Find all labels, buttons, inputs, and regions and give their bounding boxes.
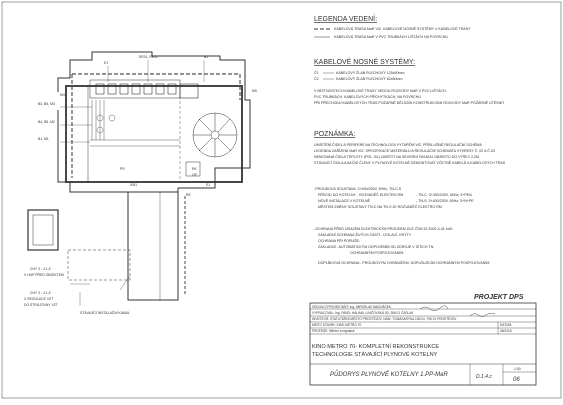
- title-row: MÍSTO STAVBY: KINO METRO 70: [312, 323, 362, 327]
- sheet-border: [2, 2, 561, 398]
- project-heading: PROJEKT DPS: [474, 294, 524, 301]
- plan-label: RE: [186, 193, 191, 197]
- cable-systems-section: [314, 57, 505, 105]
- legend-title: LEGENDA VEDENÍ:: [314, 16, 378, 23]
- power-right-line: - TN-S: 3+400/230V, 50Hz; 3+N+PE: [416, 199, 474, 203]
- plan-label: STÁVAJÍCÍ INSTALAČNÍ KANÁL: [80, 311, 130, 315]
- title-row: INVESTOR: STATUTÁRNÍ MĚSTO PROSTĚJOV, NÁM. TGMASARYKA 130/14, 796 01 PROSTĚJOV: [312, 317, 457, 321]
- title-block: [310, 294, 536, 385]
- plan-label: E1: [206, 183, 211, 187]
- plan-spiral-stair: [193, 113, 237, 157]
- legend-section: [314, 14, 471, 39]
- power-line: -PROUDOVÁ SOUSTAVA: 3+400/230V, 50Hz, TN-C-S: [314, 187, 402, 191]
- note-line: UMÍSTĚNÍ ČIDEL A PERIFERIÍ NA TECHNOLOGII VYTÁPĚNÍ VIZ. PŘÍSLUŠNÉ REGULAČNÍ SCHÉMA: [314, 143, 482, 147]
- cable-system-code: Č1: [314, 71, 319, 75]
- protection-line: OCHRANA PŘI PORUŠE:: [318, 239, 360, 243]
- plan-label: VM1: [130, 183, 137, 187]
- project-line: TECHNOLOGIE STÁVAJÍCÍ PLYNOVÉ KOTELNY: [312, 352, 438, 358]
- plan-lower-room: [128, 192, 178, 300]
- sheet-number: 06: [513, 377, 520, 383]
- floor-plan: [28, 52, 250, 306]
- plan-label: M5: [252, 89, 257, 93]
- plan-hup-box: [28, 210, 58, 250]
- note-line: STÁVAJÍCÍ ČIDLA A AKČNÍ ČLENY V PLYNOVÉ KOTELNĚ DEMONTOVAT VČETNĚ KABELŮ A KABELOVÝCH TRAS: [314, 161, 506, 165]
- plan-label: B4, B5, M2: [38, 120, 55, 124]
- plan-label: E1: [104, 61, 109, 65]
- plan-label: B1, M1: [38, 137, 49, 141]
- plan-label: DO STRUJOVNY VZT: [24, 303, 58, 307]
- cable-systems-title: KABELOVÉ NOSNÉ SYSTÉMY:: [314, 59, 416, 66]
- protection-line: OCHRANNÝM POSPOJOVÁNÍM: [350, 251, 404, 255]
- plan-pipes: [90, 100, 180, 146]
- title-row: VYPRACOVAL: Ing. PAVEL HALIMA, LIMČOVSKÁ 83, 286 01 ČÁSLAV: [312, 311, 414, 315]
- plan-labels: [24, 55, 257, 315]
- project-line: KINO METRO 70- KOMPLETNÍ REKONSTRUKCE: [312, 344, 440, 350]
- drawing-scale: 1:50: [514, 367, 521, 371]
- power-line: PŘÍVOD DO KOTELNY - ROZVADĚČ ELEKTRO RM: [318, 193, 404, 197]
- power-line: MĚSTEM ZMĚNY SOUSTAVY TN-C NA TN-S JE ROZVADĚČ ELEKTRO RM: [318, 205, 442, 209]
- plan-equipment-row: [90, 80, 198, 98]
- protection-line: ZÁKLADNÍ - AUTOMATICKÝM ODPOJENÍM OD ZDROJE V SÍTICH TN,: [318, 245, 435, 249]
- cable-system-code: Č2: [314, 77, 319, 81]
- cable-system-note: PVC TRUBKÁCH, KABELOVÝCH PŘÍCHYTKÁCH, NA POVRCHU: [314, 95, 421, 99]
- plan-installation-channel: [68, 250, 130, 280]
- plan-label: X REGULACE VZT: [24, 297, 54, 301]
- plan-outer-wall: [58, 52, 250, 300]
- protection-line: ZÁKLADNÍ OCHRANA ŽIVÝCH ČÁSTÍ - IZOLACÍ, KRYTY: [318, 233, 412, 237]
- plan-label: B1: [204, 55, 209, 59]
- plan-label: CHY 3 - 4.1.5: [30, 291, 51, 295]
- plan-label: CHY 3 - 4.1.5: [30, 267, 51, 271]
- cable-system-note: V MÍSTNOSTECH KABELOVÉ TRASY VEDOU ROZVODY MaR V PVC LIŠTÁCH,: [314, 89, 447, 93]
- plan-label: RE01, RE02: [139, 55, 158, 59]
- date-label: DATUM:: [500, 323, 512, 327]
- plan-label: B3, B5, M3: [38, 102, 55, 106]
- drawing-number: D.1.4.c: [476, 374, 492, 380]
- notes-title: POZNÁMKA:: [314, 131, 356, 138]
- plan-label: PR: [120, 167, 125, 171]
- title-row: VEDOUCÍ PROJEKTANT: Ing. MIROSLAV MACHÁČEK: [312, 305, 392, 309]
- legend-item: KABELOVÁ TRASA MaR VIZ. KABELOVÉ NOSNÉ SYSTÉMY X KABELOVÉ TRASY: [334, 27, 471, 31]
- notes-section: [314, 129, 506, 265]
- plan-label: M4: [60, 93, 65, 97]
- note-line: LEGENDA ZAŘÍZENÍ MaR VIZ. SPECIFIKACE MATERIÁLU A REGULAČNÍ SCHEMATA VÝKRESY Č. 02 A Č.03: [314, 149, 495, 153]
- plan-label: RK: [192, 167, 197, 171]
- plan-label: OP: [192, 173, 197, 177]
- date-value: 08/2018: [500, 329, 512, 333]
- protection-line: DOPLŇKOVÁ OCHRANA - PROUDOVÝM CHRÁNIČEM, DOPLŇUJÍCÍM OCHRANNÝM POSPOJOVÁNÍM: [318, 261, 490, 265]
- protection-line: -OCHRANA PŘED ÚRAZEM ELEKTRICKÝM PROUDEM DLE ČSN 33 2000-4-41 ed3:: [314, 227, 453, 231]
- legend-item: KABELOVÁ TRASA MaR V PVC TRUBKÁCH LIŠTÁCH NA POVRCHU: [334, 35, 448, 39]
- plan-label: X HUP PŘED OBJEKTEM: [24, 273, 64, 277]
- power-line: NOVÉ INSTALACE V KOTELNĚ: [318, 199, 371, 203]
- cable-system-text: KABELOVÝ ŽLAB PLECHOVÝ 62x50mm: [336, 77, 403, 81]
- drawing-title: PŮDORYS PLYNOVÉ KOTELNY 1.PP-MaR: [330, 372, 448, 378]
- signature-mark: [420, 306, 448, 311]
- note-line: NEMOVANÁ ČIDLA TEPLOTY (POL. B1) UMÍSTIT NA SEVERNÍ FASÁDU OBJEKTU DO VÝŠKY 2,2M: [314, 155, 480, 159]
- cable-system-text: KABELOVÝ ŽLAB PLECHOVÝ 125x50mm: [336, 71, 405, 75]
- cable-system-note: PŘI PŘECHODU KABELOVÝCH TRAS POŽÁRNĚ DĚLÍCÍMI KONSTRUKCEMI ROZVODY MaR POŽÁRNĚ UTĚSNIT: [314, 101, 505, 105]
- title-row: PROFESE: Měření a regulace: [312, 329, 355, 333]
- power-right-line: - TN-C: 3+400/230V, 50Hz; 3+PEN: [416, 193, 472, 197]
